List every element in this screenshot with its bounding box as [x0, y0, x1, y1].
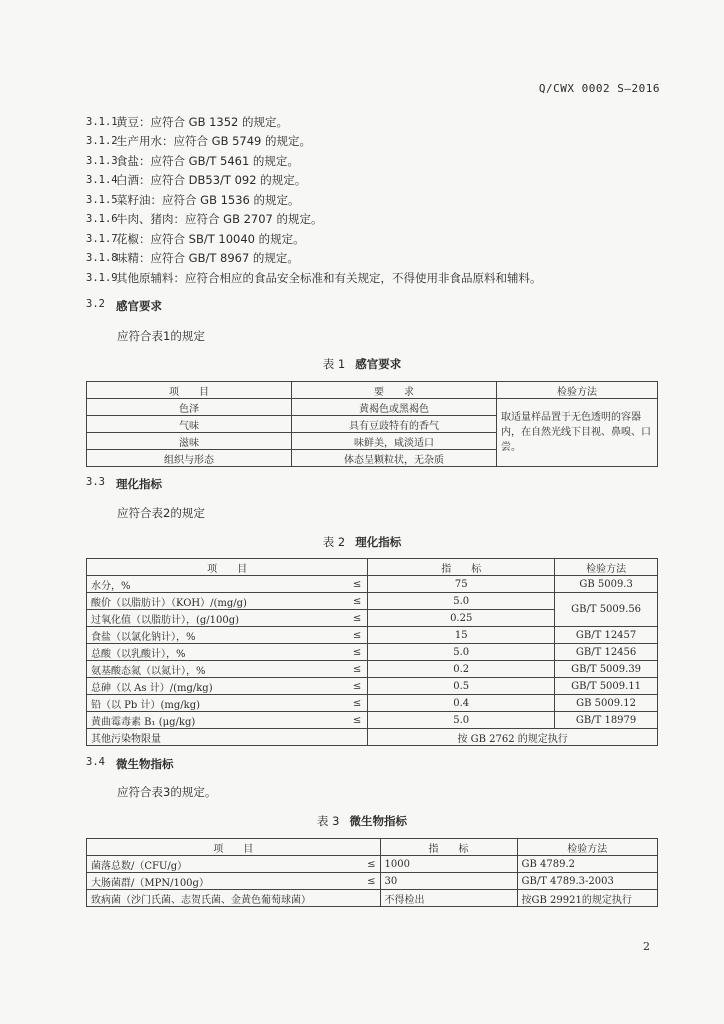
- section-paragraph: 应符合表2的规定: [117, 506, 205, 520]
- cell-item: 铅（以 Pb 计）(mg/kg): [87, 695, 338, 712]
- item-number: 3.1.9: [86, 271, 118, 284]
- cell-value: 5.0: [368, 593, 555, 610]
- cell-item: 总酸（以乳酸计），%: [87, 644, 338, 661]
- section-title: 感官要求: [116, 299, 162, 313]
- cell-item: 大肠菌群/（MPN/100g）: [87, 873, 356, 890]
- item-number: 3.1.2: [86, 135, 118, 148]
- cell-value: 30: [380, 873, 517, 890]
- physicochemical-table: [86, 558, 658, 746]
- cell-method: GB/T 12457: [555, 627, 658, 644]
- list-item: [86, 210, 676, 230]
- column-header: 检验方法: [555, 559, 658, 576]
- le-symbol: ≤: [337, 661, 368, 678]
- column-header: 指 标: [380, 839, 517, 856]
- table-row: [87, 627, 658, 644]
- cell-item: 水分，%: [87, 576, 338, 593]
- raw-material-list: [86, 112, 676, 288]
- caption-title: 理化指标: [355, 535, 402, 549]
- list-item: [86, 229, 676, 249]
- cell-value: 75: [368, 576, 555, 593]
- item-number: 3.1.8: [86, 252, 118, 265]
- item-text: 菜籽油：应符合 GB 1536 的规定。: [116, 192, 300, 207]
- table-header-row: [87, 382, 658, 399]
- cell-value: 0.4: [368, 695, 555, 712]
- cell-value: 0.2: [368, 661, 555, 678]
- section-paragraph: 应符合表3的规定。: [117, 785, 217, 799]
- table-row: [87, 729, 658, 746]
- cell-method: GB/T 5009.11: [555, 678, 658, 695]
- section-number: 3.2: [86, 298, 105, 310]
- item-text: 黄豆：应符合 GB 1352 的规定。: [116, 114, 289, 129]
- item-text: 白酒：应符合 DB53/T 092 的规定。: [116, 173, 307, 188]
- section-paragraph: 应符合表1的规定: [117, 329, 205, 343]
- table-row: [87, 712, 658, 729]
- table-row: [87, 576, 658, 593]
- cell-item: 食盐（以氯化钠计），%: [87, 627, 338, 644]
- cell-value: 0.25: [368, 610, 555, 627]
- column-header: 项 目: [87, 839, 381, 856]
- cell-item: 总砷（以 As 计）/(mg/kg): [87, 678, 338, 695]
- table-row: [87, 399, 658, 416]
- cell-item: 气味: [87, 416, 292, 433]
- caption-title: 微生物指标: [349, 814, 407, 828]
- table-row: [87, 873, 658, 890]
- cell-item: 滋味: [87, 433, 292, 450]
- cell-method: GB/T 4789.3-2003: [517, 873, 658, 890]
- cell-method: GB 5009.12: [555, 695, 658, 712]
- section-heading: [86, 476, 162, 492]
- column-header: 检验方法: [497, 382, 658, 399]
- le-symbol: ≤: [337, 576, 368, 593]
- list-item: [86, 132, 676, 152]
- cell-method: 取适量样品置于无色透明的容器内，在自然光线下目视、鼻嗅、口尝。: [497, 399, 658, 467]
- le-symbol: ≤: [337, 627, 368, 644]
- list-item: [86, 112, 676, 132]
- list-item: [86, 171, 676, 191]
- page-number: 2: [643, 940, 650, 953]
- cell-value: 15: [368, 627, 555, 644]
- section-heading: [86, 756, 174, 772]
- cell-item: 氨基酸态氮（以氮计），%: [87, 661, 338, 678]
- table-caption: [0, 813, 724, 829]
- item-number: 3.1.5: [86, 193, 118, 206]
- cell-value: 5.0: [368, 712, 555, 729]
- cell-value: 1000: [380, 856, 517, 873]
- item-number: 3.1.7: [86, 232, 118, 245]
- document-code: Q/CWX 0002 S—2016: [538, 82, 660, 95]
- table-row: [87, 856, 658, 873]
- le-symbol: ≤: [337, 695, 368, 712]
- caption-number: 表 2: [322, 535, 346, 549]
- cell-method: GB/T 5009.39: [555, 661, 658, 678]
- section-heading: [86, 298, 162, 314]
- cell-method: 按GB 29921的规定执行: [517, 890, 658, 907]
- sensory-table: [86, 381, 658, 467]
- cell-rule: 按 GB 2762 的规定执行: [368, 729, 658, 746]
- caption-title: 感官要求: [355, 357, 402, 371]
- list-item: [86, 151, 676, 171]
- section-number: 3.3: [86, 476, 105, 488]
- table-header-row: [87, 559, 658, 576]
- section-title: 微生物指标: [116, 757, 174, 771]
- le-symbol: ≤: [356, 856, 381, 873]
- column-header: 项 目: [87, 382, 292, 399]
- cell-method: GB 5009.3: [555, 576, 658, 593]
- item-text: 牛肉、猪肉：应符合 GB 2707 的规定。: [116, 212, 323, 227]
- table-row: [87, 695, 658, 712]
- cell-method: GB/T 5009.56: [555, 593, 658, 627]
- microbial-table: [86, 838, 658, 907]
- cell-item: 黄曲霉毒素 B₁ (μg/kg): [87, 712, 338, 729]
- cell-item: 组织与形态: [87, 450, 292, 467]
- cell-requirement: 具有豆豉特有的香气: [292, 416, 497, 433]
- column-header: 检验方法: [517, 839, 658, 856]
- cell-method: GB 4789.2: [517, 856, 658, 873]
- cell-value: 不得检出: [380, 890, 517, 907]
- table-row: [87, 644, 658, 661]
- cell-method: GB/T 18979: [555, 712, 658, 729]
- item-text: 味精：应符合 GB/T 8967 的规定。: [116, 251, 299, 266]
- cell-item: 其他污染物限量: [87, 729, 368, 746]
- item-number: 3.1.3: [86, 154, 118, 167]
- cell-value: 5.0: [368, 644, 555, 661]
- table-row: [87, 661, 658, 678]
- item-text: 其他原辅料：应符合相应的食品安全标准和有关规定，不得使用非食品原料和辅料。: [116, 270, 542, 285]
- item-text: 花椒：应符合 SB/T 10040 的规定。: [116, 231, 305, 246]
- cell-item: 酸价（以脂肪计）（KOH）/(mg/g): [87, 593, 338, 610]
- item-number: 3.1.4: [86, 174, 118, 187]
- cell-item: 色泽: [87, 399, 292, 416]
- le-symbol: ≤: [337, 610, 368, 627]
- list-item: [86, 268, 676, 288]
- column-header: 指 标: [368, 559, 555, 576]
- table-header-row: [87, 839, 658, 856]
- table-caption: [0, 356, 724, 372]
- cell-method: GB/T 12456: [555, 644, 658, 661]
- cell-requirement: 味鲜美，咸淡适口: [292, 433, 497, 450]
- le-symbol: [356, 890, 381, 907]
- list-item: [86, 190, 676, 210]
- le-symbol: ≤: [337, 678, 368, 695]
- le-symbol: ≤: [337, 593, 368, 610]
- table-row: [87, 890, 658, 907]
- table-caption: [0, 534, 724, 550]
- list-item: [86, 249, 676, 269]
- item-number: 3.1.1: [86, 115, 118, 128]
- column-header: 项 目: [87, 559, 368, 576]
- table-row: [87, 593, 658, 610]
- item-number: 3.1.6: [86, 213, 118, 226]
- caption-number: 表 1: [322, 357, 346, 371]
- cell-requirement: 黄褐色或黑褐色: [292, 399, 497, 416]
- table-row: [87, 678, 658, 695]
- item-text: 生产用水：应符合 GB 5749 的规定。: [116, 134, 312, 149]
- cell-value: 0.5: [368, 678, 555, 695]
- section-title: 理化指标: [116, 477, 162, 491]
- cell-item: 致病菌（沙门氏菌、志贺氏菌、金黄色葡萄球菌）: [87, 890, 356, 907]
- le-symbol: ≤: [356, 873, 381, 890]
- le-symbol: ≤: [337, 644, 368, 661]
- cell-item: 菌落总数/（CFU/g）: [87, 856, 356, 873]
- column-header: 要 求: [292, 382, 497, 399]
- item-text: 食盐：应符合 GB/T 5461 的规定。: [116, 153, 299, 168]
- le-symbol: ≤: [337, 712, 368, 729]
- cell-requirement: 体态呈颗粒状，无杂质: [292, 450, 497, 467]
- caption-number: 表 3: [317, 814, 340, 828]
- cell-item: 过氧化值（以脂肪计），(g/100g): [87, 610, 338, 627]
- section-number: 3.4: [86, 756, 105, 768]
